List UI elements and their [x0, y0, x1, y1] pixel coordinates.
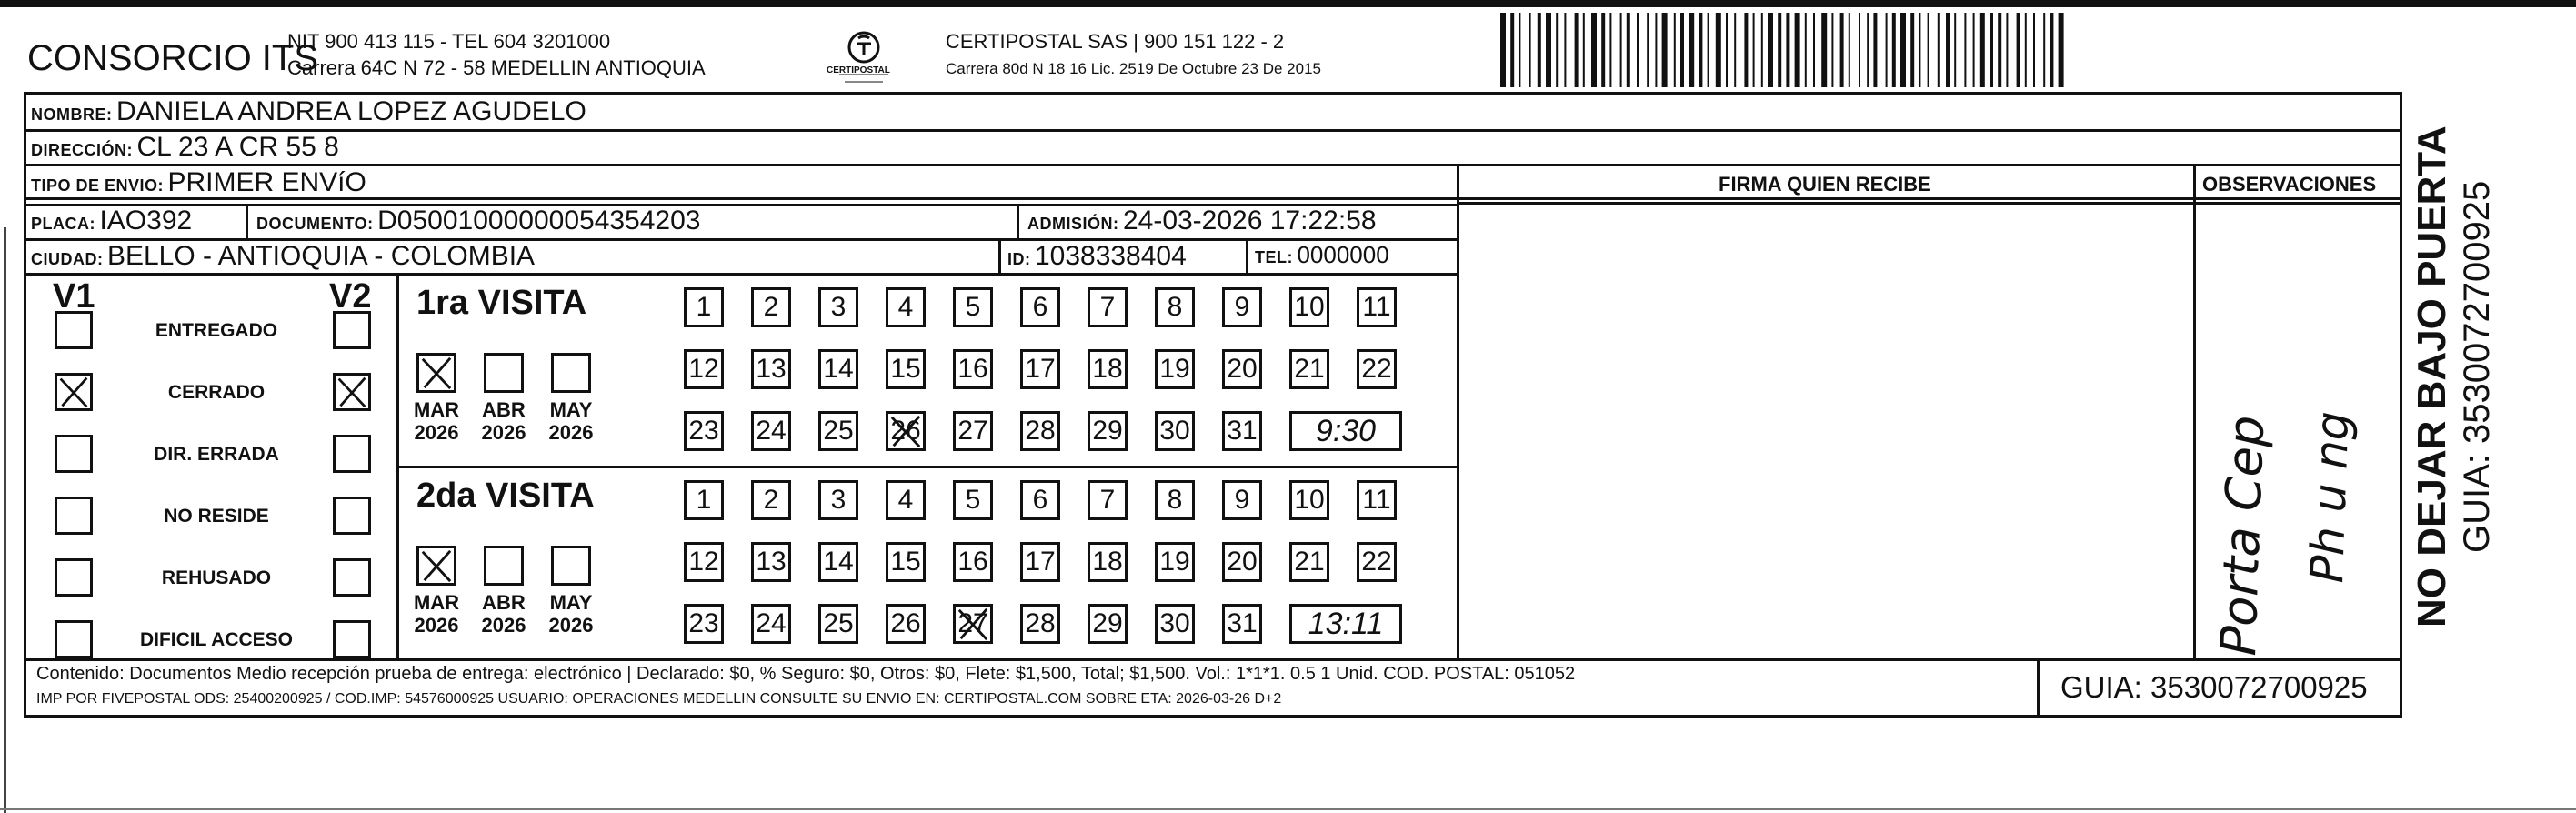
month-label [542, 591, 600, 637]
barcode-bar [1655, 13, 1657, 87]
barcode-bar [1546, 13, 1551, 87]
visit-title: 2da VISITA [416, 477, 595, 515]
day-box[interactable]: 19 [1155, 349, 1195, 389]
barcode-bar [2043, 13, 2045, 87]
month-checkbox[interactable] [484, 546, 524, 586]
city-value: BELLO - ANTIOQUIA - COLOMBIA [106, 241, 536, 271]
day-box[interactable]: 22 [1357, 349, 1397, 389]
day-box[interactable]: 21 [1289, 542, 1329, 582]
barcode-bar [1973, 13, 1975, 87]
day-box[interactable]: 18 [1088, 542, 1128, 582]
barcode-bar [2025, 13, 2027, 87]
barcode-bar [1821, 13, 1827, 87]
courier-address: Carrera 80d N 18 16 Lic. 2519 De Octubre 23 De 2015 [946, 60, 1321, 77]
day-box[interactable]: 19 [1155, 542, 1195, 582]
barcode-bar [1620, 13, 1622, 87]
day-box[interactable]: 6 [1020, 480, 1060, 520]
visit-title: 1ra VISITA [416, 284, 587, 322]
day-box[interactable]: 4 [886, 480, 926, 520]
status-checkbox-v1[interactable] [55, 373, 93, 411]
day-box[interactable]: 1 [684, 480, 724, 520]
day-box[interactable]: 14 [818, 349, 858, 389]
barcode [1500, 13, 2178, 87]
month-year: 2026 [548, 614, 594, 637]
barcode-bar [1831, 13, 1833, 87]
check-mark-icon [57, 376, 90, 408]
month-name: ABR [482, 591, 526, 614]
status-checkbox-v2[interactable] [333, 435, 371, 473]
barcode-bar [1910, 13, 1914, 87]
barcode-bar [1689, 13, 1694, 87]
recipient-name: DANIELA ANDREA LOPEZ AGUDELO [115, 96, 586, 126]
month-name: MAY [549, 591, 593, 614]
row-divider [24, 164, 2402, 166]
day-box[interactable]: 24 [751, 604, 791, 644]
barcode-bar [1778, 13, 1781, 87]
day-box[interactable]: 3 [818, 287, 858, 327]
top-border-line [0, 0, 2576, 7]
signature-header: FIRMA QUIEN RECIBE [1719, 173, 1931, 196]
month-checkbox[interactable] [484, 353, 524, 393]
barcode-bar [1609, 13, 1611, 87]
day-box[interactable]: 2 [751, 287, 791, 327]
month-name: MAR [413, 591, 460, 614]
barcode-bar [1938, 13, 1940, 87]
city-cell [31, 241, 535, 272]
recipient-address: CL 23 A CR 55 8 [136, 132, 339, 162]
col-divider [2037, 658, 2040, 718]
day-box[interactable]: 20 [1222, 349, 1262, 389]
plate-label: PLACA: [31, 215, 95, 233]
col-divider [998, 238, 1001, 273]
status-checkbox-v1[interactable] [55, 497, 93, 535]
day-box[interactable]: 2 [751, 480, 791, 520]
barcode-bar [1500, 13, 1506, 87]
barcode-bar [2006, 13, 2008, 87]
barcode-bar [1964, 13, 1966, 87]
row-divider [24, 197, 2402, 200]
admission-label: ADMISIÓN: [1027, 215, 1119, 233]
day-box[interactable]: 9 [1222, 287, 1262, 327]
barcode-bar [1726, 13, 1728, 87]
day-box[interactable]: 8 [1155, 287, 1195, 327]
status-checkbox-v2[interactable] [333, 620, 371, 658]
day-box[interactable]: 27 [953, 411, 993, 451]
month-year: 2026 [481, 421, 526, 444]
barcode-bar [1998, 13, 2001, 87]
name-row [31, 96, 586, 127]
document-label: DOCUMENTO: [256, 215, 374, 233]
admission-value: 24-03-2026 17:22:58 [1122, 206, 1377, 236]
barcode-bar [1859, 13, 1860, 87]
status-label: NO RESIDE [164, 506, 269, 527]
barcode-bar [1805, 13, 1807, 87]
status-label: CERRADO [167, 382, 266, 403]
month-checkbox[interactable] [416, 353, 456, 393]
barcode-bar [1529, 13, 1531, 87]
barcode-bar [1873, 13, 1877, 87]
barcode-bar [1892, 13, 1896, 87]
barcode-bar [1813, 13, 1815, 87]
type-label: TIPO DE ENVIO: [31, 176, 165, 195]
day-box[interactable]: 5 [953, 287, 993, 327]
check-mark-icon [419, 356, 454, 390]
day-box[interactable]: 24 [751, 411, 791, 451]
barcode-bar [1708, 13, 1709, 87]
barcode-bar [1734, 13, 1736, 87]
month-checkbox[interactable] [416, 546, 456, 586]
month-checkbox[interactable] [551, 353, 591, 393]
company-name: CONSORCIO ITS [27, 38, 319, 78]
check-mark-icon [336, 376, 368, 408]
day-box[interactable]: 14 [818, 542, 858, 582]
tel-label: TEL: [1255, 248, 1293, 266]
day-box[interactable]: 25 [818, 411, 858, 451]
day-box[interactable]: 28 [1020, 604, 1060, 644]
day-box[interactable]: 17 [1020, 349, 1060, 389]
barcode-bar [2059, 13, 2064, 87]
shipment-type: PRIMER ENVíO [167, 167, 366, 197]
day-box[interactable]: 29 [1088, 604, 1128, 644]
day-box[interactable]: 15 [886, 349, 926, 389]
row-divider [1457, 202, 2402, 205]
status-checkbox-v2[interactable] [333, 373, 371, 411]
plate-cell [31, 206, 192, 236]
day-box[interactable]: 7 [1088, 480, 1128, 520]
status-checkbox-v1[interactable] [55, 435, 93, 473]
row-divider [24, 273, 1458, 276]
certipostal-logo [827, 25, 896, 89]
barcode-bar [1840, 13, 1844, 87]
col-divider [1246, 238, 1248, 273]
address-row [31, 132, 339, 163]
day-box[interactable]: 25 [818, 604, 858, 644]
barcode-bar [1680, 13, 1684, 87]
day-box[interactable]: 16 [953, 542, 993, 582]
bottom-edge-line [0, 808, 2576, 810]
status-label: REHUSADO [161, 567, 272, 588]
status-checkbox-v1[interactable] [55, 311, 93, 349]
visit-time-box[interactable]: 13:11 [1289, 604, 1402, 644]
day-box[interactable]: 13 [751, 349, 791, 389]
barcode-bar [1886, 13, 1888, 87]
address-label: DIRECCIÓN: [31, 141, 133, 159]
company-address: Carrera 64C N 72 - 58 MEDELLIN ANTIOQUIA [287, 56, 706, 79]
month-year: 2026 [481, 614, 526, 637]
company-nit: NIT 900 413 115 - TEL 604 3201000 [287, 30, 611, 53]
status-label: DIFICIL ACCESO [139, 629, 293, 650]
observation-handwriting-2: Ph u ng [2300, 410, 2360, 585]
month-label [407, 591, 466, 637]
month-name: ABR [482, 398, 526, 421]
col-divider [396, 273, 399, 658]
barcode-bar [1980, 13, 1985, 87]
barcode-bar [1867, 13, 1869, 87]
day-box[interactable]: 31 [1222, 604, 1262, 644]
barcode-bar [1556, 13, 1558, 87]
name-label: NOMBRE: [31, 105, 113, 124]
barcode-bar [1919, 13, 1920, 87]
row-divider [24, 658, 2402, 661]
day-box[interactable]: 4 [886, 287, 926, 327]
barcode-bar [1674, 13, 1676, 87]
day-box[interactable]: 8 [1155, 480, 1195, 520]
observations-header: OBSERVACIONES [2202, 173, 2377, 196]
barcode-bar [1583, 13, 1585, 87]
id-cell [1007, 241, 1187, 272]
barcode-bar [1662, 13, 1668, 87]
month-label [475, 398, 533, 444]
day-box[interactable]: 5 [953, 480, 993, 520]
status-checkbox-v2[interactable] [333, 558, 371, 597]
city-label: CIUDAD: [31, 250, 104, 268]
day-box[interactable]: 12 [684, 349, 724, 389]
barcode-bar [1510, 13, 1514, 87]
day-box[interactable]: 31 [1222, 411, 1262, 451]
barcode-bar [1637, 13, 1639, 87]
month-label [542, 398, 600, 444]
month-checkbox[interactable] [551, 546, 591, 586]
status-checkbox-v1[interactable] [55, 620, 93, 658]
month-name: MAR [413, 398, 460, 421]
barcode-bar [1768, 13, 1773, 87]
courier-info: CERTIPOSTAL SAS | 900 151 122 - 2 [946, 30, 1285, 53]
barcode-bar [1591, 13, 1597, 87]
barcode-bar [2033, 13, 2035, 87]
check-mark-icon [888, 414, 923, 448]
day-box[interactable]: 30 [1155, 604, 1195, 644]
month-year: 2026 [414, 614, 459, 637]
no-under-door-notice: NO DEJAR BAJO PUERTA [2410, 125, 2454, 627]
check-mark-icon [419, 548, 454, 583]
visit-divider [398, 466, 1458, 468]
day-box[interactable]: 10 [1289, 287, 1329, 327]
day-box[interactable]: 27 [953, 604, 993, 644]
status-checkbox-v2[interactable] [333, 497, 371, 535]
status-checkbox-v1[interactable] [55, 558, 93, 597]
month-year: 2026 [414, 421, 459, 444]
day-box[interactable]: 30 [1155, 411, 1195, 451]
barcode-bar [1786, 13, 1789, 87]
day-box[interactable]: 18 [1088, 349, 1128, 389]
day-box[interactable]: 11 [1357, 480, 1397, 520]
day-box[interactable]: 12 [684, 542, 724, 582]
id-label: ID: [1007, 250, 1031, 268]
barcode-bar [1900, 13, 1906, 87]
observation-handwriting-1: Porta Cep [2210, 414, 2276, 657]
day-box[interactable]: 17 [1020, 542, 1060, 582]
day-box[interactable]: 11 [1357, 287, 1397, 327]
document-cell [256, 206, 700, 236]
plate-value: IAO392 [99, 206, 193, 236]
day-box[interactable]: 3 [818, 480, 858, 520]
barcode-bar [1699, 13, 1702, 87]
barcode-bar [1601, 13, 1605, 87]
day-box[interactable]: 13 [751, 542, 791, 582]
day-box[interactable]: 21 [1289, 349, 1329, 389]
day-box[interactable]: 29 [1088, 411, 1128, 451]
status-label: DIR. ERRADA [154, 444, 279, 465]
day-box[interactable]: 6 [1020, 287, 1060, 327]
day-box[interactable]: 7 [1088, 287, 1128, 327]
day-box[interactable]: 26 [886, 411, 926, 451]
barcode-bar [1753, 13, 1755, 87]
row-divider [24, 129, 2402, 132]
day-box[interactable]: 10 [1289, 480, 1329, 520]
month-label [475, 591, 533, 637]
imp-details: IMP POR FIVEPOSTAL ODS: 25400200925 / COD.IMP: 54576000925 USUARIO: OPERACIONES MEDELLIN CONSULTE SU ENVIO EN: CERTIPOSTAL.COM SOBRE ETA: 2026-03-26 D+2 [36, 691, 1282, 707]
barcode-bar [1627, 13, 1630, 87]
month-year: 2026 [548, 421, 594, 444]
day-box[interactable]: 1 [684, 287, 724, 327]
side-guide-number: GUIA: 3530072700925 [2457, 180, 2497, 553]
visit-time-box[interactable]: 9:30 [1289, 411, 1402, 451]
day-box[interactable]: 23 [684, 411, 724, 451]
day-box[interactable]: 22 [1357, 542, 1397, 582]
barcode-bar [1990, 13, 1993, 87]
barcode-bar [1954, 13, 1956, 87]
barcode-bar [1744, 13, 1748, 87]
status-label: ENTREGADO [155, 320, 278, 341]
barcode-bar [1946, 13, 1950, 87]
guide-number: GUIA: 3530072700925 [2060, 670, 2368, 704]
left-edge-line [4, 227, 6, 813]
tel-value: 0000000 [1297, 241, 1389, 268]
barcode-bar [1575, 13, 1579, 87]
delivery-form [24, 92, 2402, 718]
check-mark-icon [956, 607, 990, 641]
v1-header: V1 [53, 277, 95, 316]
logo-caption: CERTIPOSTAL [827, 65, 890, 75]
day-box[interactable]: 15 [886, 542, 926, 582]
barcode-bar [1928, 13, 1929, 87]
day-box[interactable]: 26 [886, 604, 926, 644]
status-checkbox-v2[interactable] [333, 311, 371, 349]
day-box[interactable]: 16 [953, 349, 993, 389]
barcode-bar [1795, 13, 1800, 87]
id-value: 1038338404 [1034, 241, 1187, 271]
type-row [31, 167, 366, 198]
barcode-bar [1519, 13, 1520, 87]
month-name: MAY [549, 398, 593, 421]
barcode-bar [1761, 13, 1763, 87]
barcode-bar [2017, 13, 2020, 87]
admission-cell [1027, 206, 1377, 236]
barcode-bar [1564, 13, 1566, 87]
barcode-bar [1849, 13, 1850, 87]
barcode-bar [1716, 13, 1721, 87]
col-divider [1457, 164, 1459, 658]
col-divider [246, 204, 248, 238]
month-label [407, 398, 466, 444]
barcode-bar [1647, 13, 1649, 87]
day-box[interactable]: 20 [1222, 542, 1262, 582]
day-box[interactable]: 9 [1222, 480, 1262, 520]
day-box[interactable]: 28 [1020, 411, 1060, 451]
barcode-bar [2050, 13, 2053, 87]
v2-header: V2 [329, 277, 372, 316]
tel-cell [1255, 241, 1389, 269]
barcode-bar [1538, 13, 1541, 87]
day-box[interactable]: 23 [684, 604, 724, 644]
col-divider [2193, 164, 2196, 658]
document-value: D05001000000054354203 [377, 206, 701, 236]
content-summary: Contenido: Documentos Medio recepción prueba de entrega: electrónico | Declarado: $0, % Seguro: $0, Otros: $0, Flete: $1,500, Total; $1,500. Vol.: 1*1*1. 0.5 1 Unid. COD. POSTAL: 051052 [36, 664, 1576, 684]
col-divider [1017, 204, 1019, 238]
